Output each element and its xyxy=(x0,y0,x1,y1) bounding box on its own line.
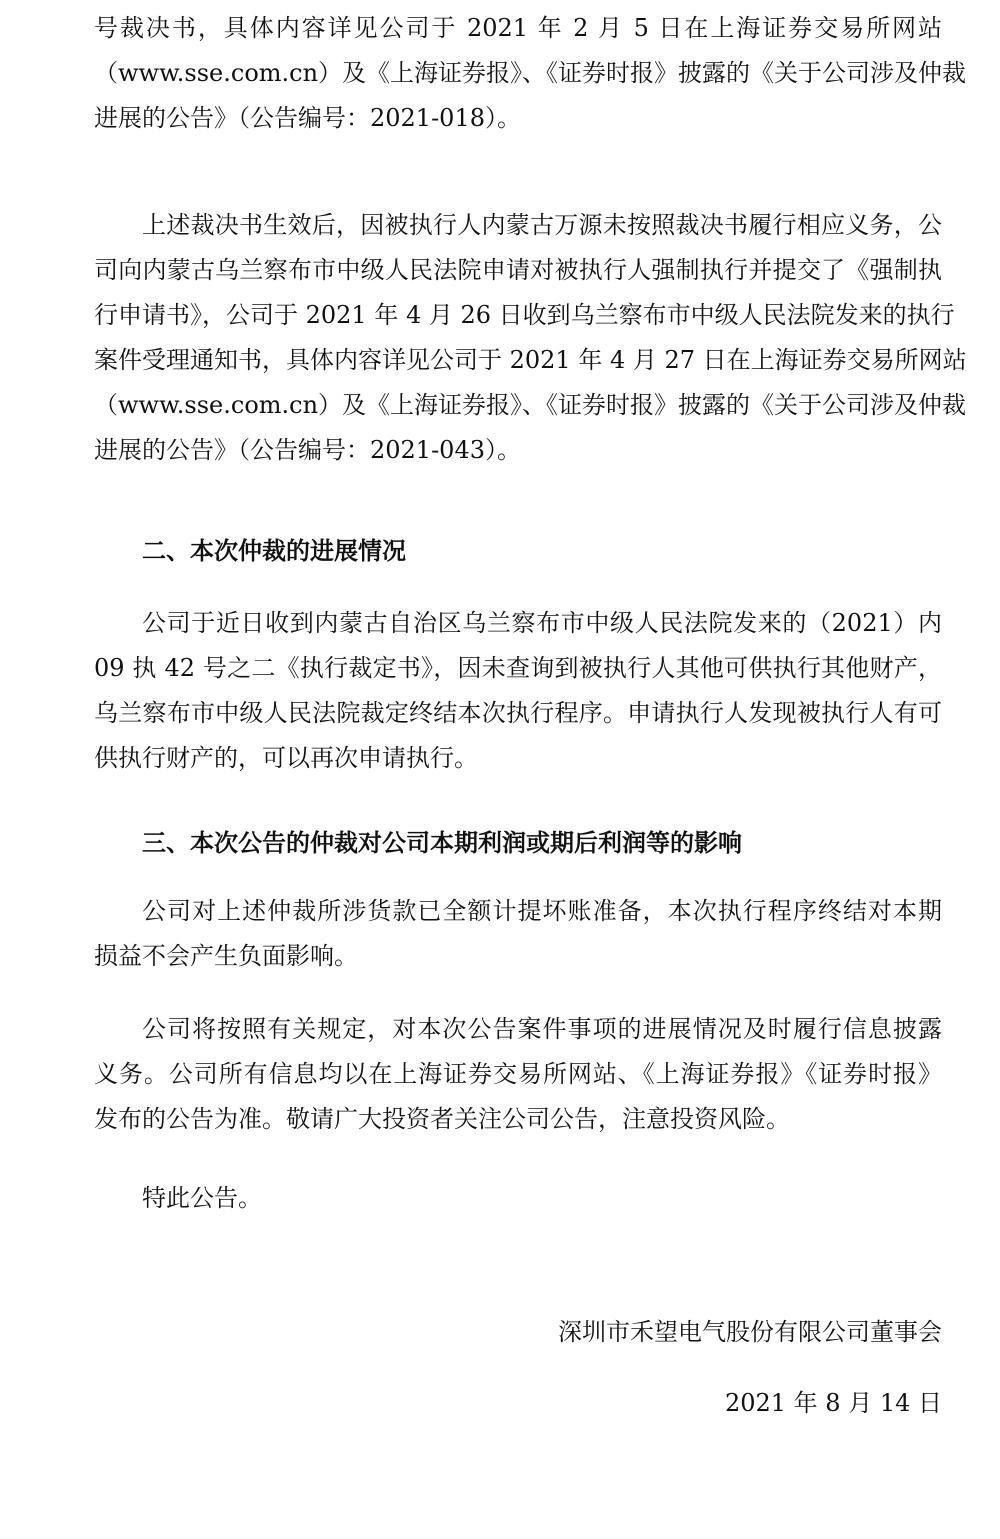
signature-company: 深圳市禾望电气股份有限公司董事会 xyxy=(558,1318,942,1346)
text-line: 供执行财产的，可以再次申请执行。 xyxy=(94,744,478,772)
text-line: （www.sse.com.cn）及《上海证券报》、《证券时报》披露的《关于公司涉及仲裁 xyxy=(94,59,967,87)
text-line: 发布的公告为准。敬请广大投资者关注公司公告，注意投资风险。 xyxy=(94,1105,790,1133)
text-line: 损益不会产生负面影响。 xyxy=(94,942,358,970)
text-line: 司向内蒙古乌兰察布市中级人民法院申请对被执行人强制执行并提交了《强制执 xyxy=(94,256,942,284)
paragraph-disclosure-obligation xyxy=(94,1007,942,1142)
text-line: 09 执 42 号之二《执行裁定书》，因未查询到被执行人其他可供执行其他财产， xyxy=(94,654,942,682)
section-heading-progress: 二、本次仲裁的进展情况 xyxy=(142,536,406,565)
text-line: 乌兰察布市中级人民法院裁定终结本次执行程序。申请执行人发现被执行人有可 xyxy=(94,699,942,727)
text-line: 公司对上述仲裁所涉货款已全额计提坏账准备，本次执行程序终结对本期 xyxy=(142,897,942,925)
text-line: 进展的公告》（公告编号：2021-018）。 xyxy=(94,104,521,132)
paragraph-impact-provision xyxy=(94,889,942,979)
text-line: 行申请书》，公司于 2021 年 4 月 26 日收到乌兰察布市中级人民法院发来的执行 xyxy=(94,301,955,329)
closing-statement: 特此公告。 xyxy=(142,1184,262,1212)
text-line: 义务。公司所有信息均以在上海证券交易所网站、《上海证券报》《证券时报》 xyxy=(94,1060,942,1088)
text-line: 公司将按照有关规定，对本次公告案件事项的进展情况及时履行信息披露 xyxy=(142,1015,942,1043)
paragraph-arbitration-ruling xyxy=(94,6,967,141)
paragraph-progress-detail xyxy=(94,601,942,781)
text-line: 号裁决书，具体内容详见公司于 2021 年 2 月 5 日在上海证券交易所网站 xyxy=(94,14,942,42)
paragraph-enforcement-application xyxy=(94,203,967,473)
section-heading-impact: 三、本次公告的仲裁对公司本期利润或期后利润等的影响 xyxy=(142,828,742,857)
text-line: 上述裁决书生效后，因被执行人内蒙古万源未按照裁决书履行相应义务，公 xyxy=(142,211,942,239)
text-line: 公司于近日收到内蒙古自治区乌兰察布市中级人民法院发来的（2021）内 xyxy=(142,609,942,637)
text-line: （www.sse.com.cn）及《上海证券报》、《证券时报》披露的《关于公司涉及仲裁 xyxy=(94,391,967,419)
text-line: 进展的公告》（公告编号：2021-043）。 xyxy=(94,436,521,464)
text-line: 案件受理通知书，具体内容详见公司于 2021 年 4 月 27 日在上海证券交易所网站 xyxy=(94,346,967,374)
signature-date: 2021 年 8 月 14 日 xyxy=(724,1389,942,1417)
